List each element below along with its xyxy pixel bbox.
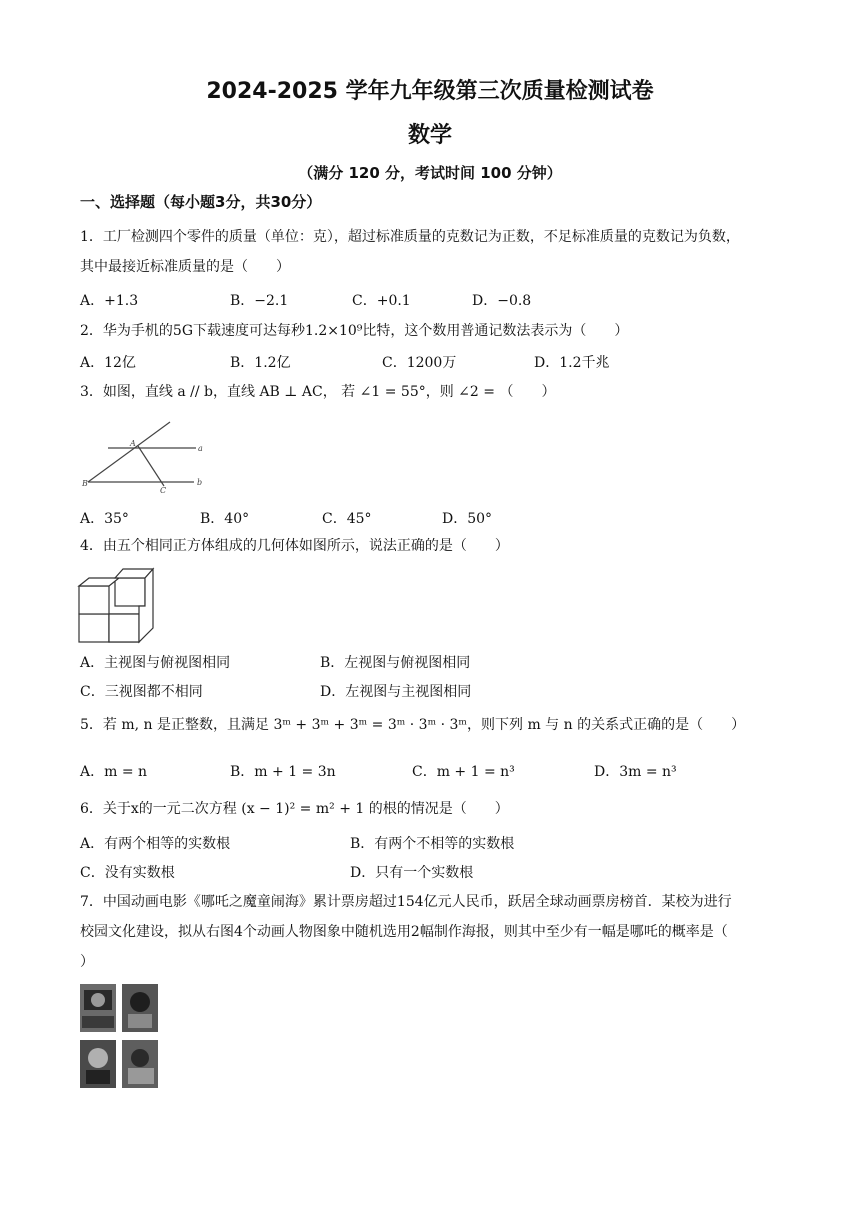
q4-option-d: D．左视图与主视图相同: [320, 684, 472, 700]
q4-stem: 4．由五个相同正方体组成的几何体如图所示，说法正确的是（ ）: [80, 538, 509, 554]
q2-stem: 2．华为手机的5G下载速度可达每秒1.2×10⁹比特，这个数用普通记数法表示为（ ）: [80, 323, 629, 339]
q4-cubes-figure: [76, 564, 160, 644]
line-ab: [88, 422, 170, 482]
q5-option-a: A．m = n: [80, 764, 148, 780]
q3-option-d: D．50°: [442, 511, 493, 527]
q7-stem-line3: ）: [80, 954, 94, 970]
exam-title: 2024-2025 学年九年级第三次质量检测试卷: [206, 79, 654, 104]
q3-stem: 3．如图，直线 a // b，直线 AB ⊥ AC， 若 ∠1 = 55°，则 ∠2 = （ ）: [80, 384, 556, 400]
q5-option-b: B．m + 1 = 3n: [230, 764, 336, 780]
q5-option-c: C．m + 1 = n³: [412, 764, 515, 780]
q1-stem-line2: 其中最接近标准质量的是（ ）: [80, 259, 290, 275]
character-image-1: [80, 984, 116, 1032]
label-line-b: b: [197, 478, 203, 487]
q2-option-a: A．12亿: [80, 355, 136, 371]
character-image-3: [80, 1040, 116, 1088]
q5-stem: 5．若 m, n 是正整数，且满足 3ᵐ + 3ᵐ + 3ᵐ = 3ᵐ · 3ᵐ · 3ᵐ，则下列 m 与 n 的关系式正确的是（ ）: [80, 717, 746, 733]
q7-character-images: [78, 982, 160, 1090]
q3-parallel-lines-figure: [78, 418, 208, 496]
q2-option-c: C．1200万: [382, 355, 457, 371]
q2-option-b: B．1.2亿: [230, 355, 291, 371]
q6-option-b: B．有两个不相等的实数根: [350, 836, 515, 852]
q7-stem-line1: 7．中国动画电影《哪吒之魔童闹海》累计票房超过154亿元人民币，跃居全球动画票房榜首．某校为进行: [80, 894, 732, 910]
label-point-b: B: [82, 479, 88, 488]
section-heading: 一、选择题（每小题3分，共30分）: [80, 193, 322, 211]
q3-option-b: B．40°: [200, 511, 250, 527]
q1-option-d: D．−0.8: [472, 293, 532, 309]
q4-option-b: B．左视图与俯视图相同: [320, 655, 471, 671]
q3-option-c: C．45°: [322, 511, 372, 527]
q6-stem: 6．关于x的一元二次方程 (x − 1)² = m² + 1 的根的情况是（ ）: [80, 801, 509, 817]
character-image-4: [122, 1040, 158, 1088]
q4-option-c: C．三视图都不相同: [80, 684, 203, 700]
q3-option-a: A．35°: [80, 511, 129, 527]
character-image-2: [122, 984, 158, 1032]
q2-option-d: D．1.2千兆: [534, 355, 610, 371]
label-point-a: A: [130, 439, 136, 448]
q1-stem-line1: 1．工厂检测四个零件的质量（单位：克），超过标准质量的克数记为正数，不足标准质量的克数记为负数，: [80, 229, 740, 245]
q6-option-a: A．有两个相等的实数根: [80, 836, 231, 852]
q1-option-b: B．−2.1: [230, 293, 289, 309]
q5-option-d: D．3m = n³: [594, 764, 677, 780]
exam-note: （满分 120 分，考试时间 100 分钟）: [298, 164, 562, 182]
label-line-a: a: [198, 444, 203, 453]
q4-option-a: A．主视图与俯视图相同: [80, 655, 231, 671]
q1-option-a: A．+1.3: [80, 293, 139, 309]
q6-option-d: D．只有一个实数根: [350, 865, 474, 881]
subject-title: 数学: [407, 123, 452, 148]
line-ac: [138, 446, 164, 486]
q7-stem-line2: 校园文化建设，拟从右图4个动画人物图象中随机选用2幅制作海报，则其中至少有一幅是哪吒的概率是（: [80, 924, 728, 940]
q1-option-c: C．+0.1: [352, 293, 411, 309]
label-point-c: C: [160, 486, 167, 495]
q6-option-c: C．没有实数根: [80, 865, 175, 881]
